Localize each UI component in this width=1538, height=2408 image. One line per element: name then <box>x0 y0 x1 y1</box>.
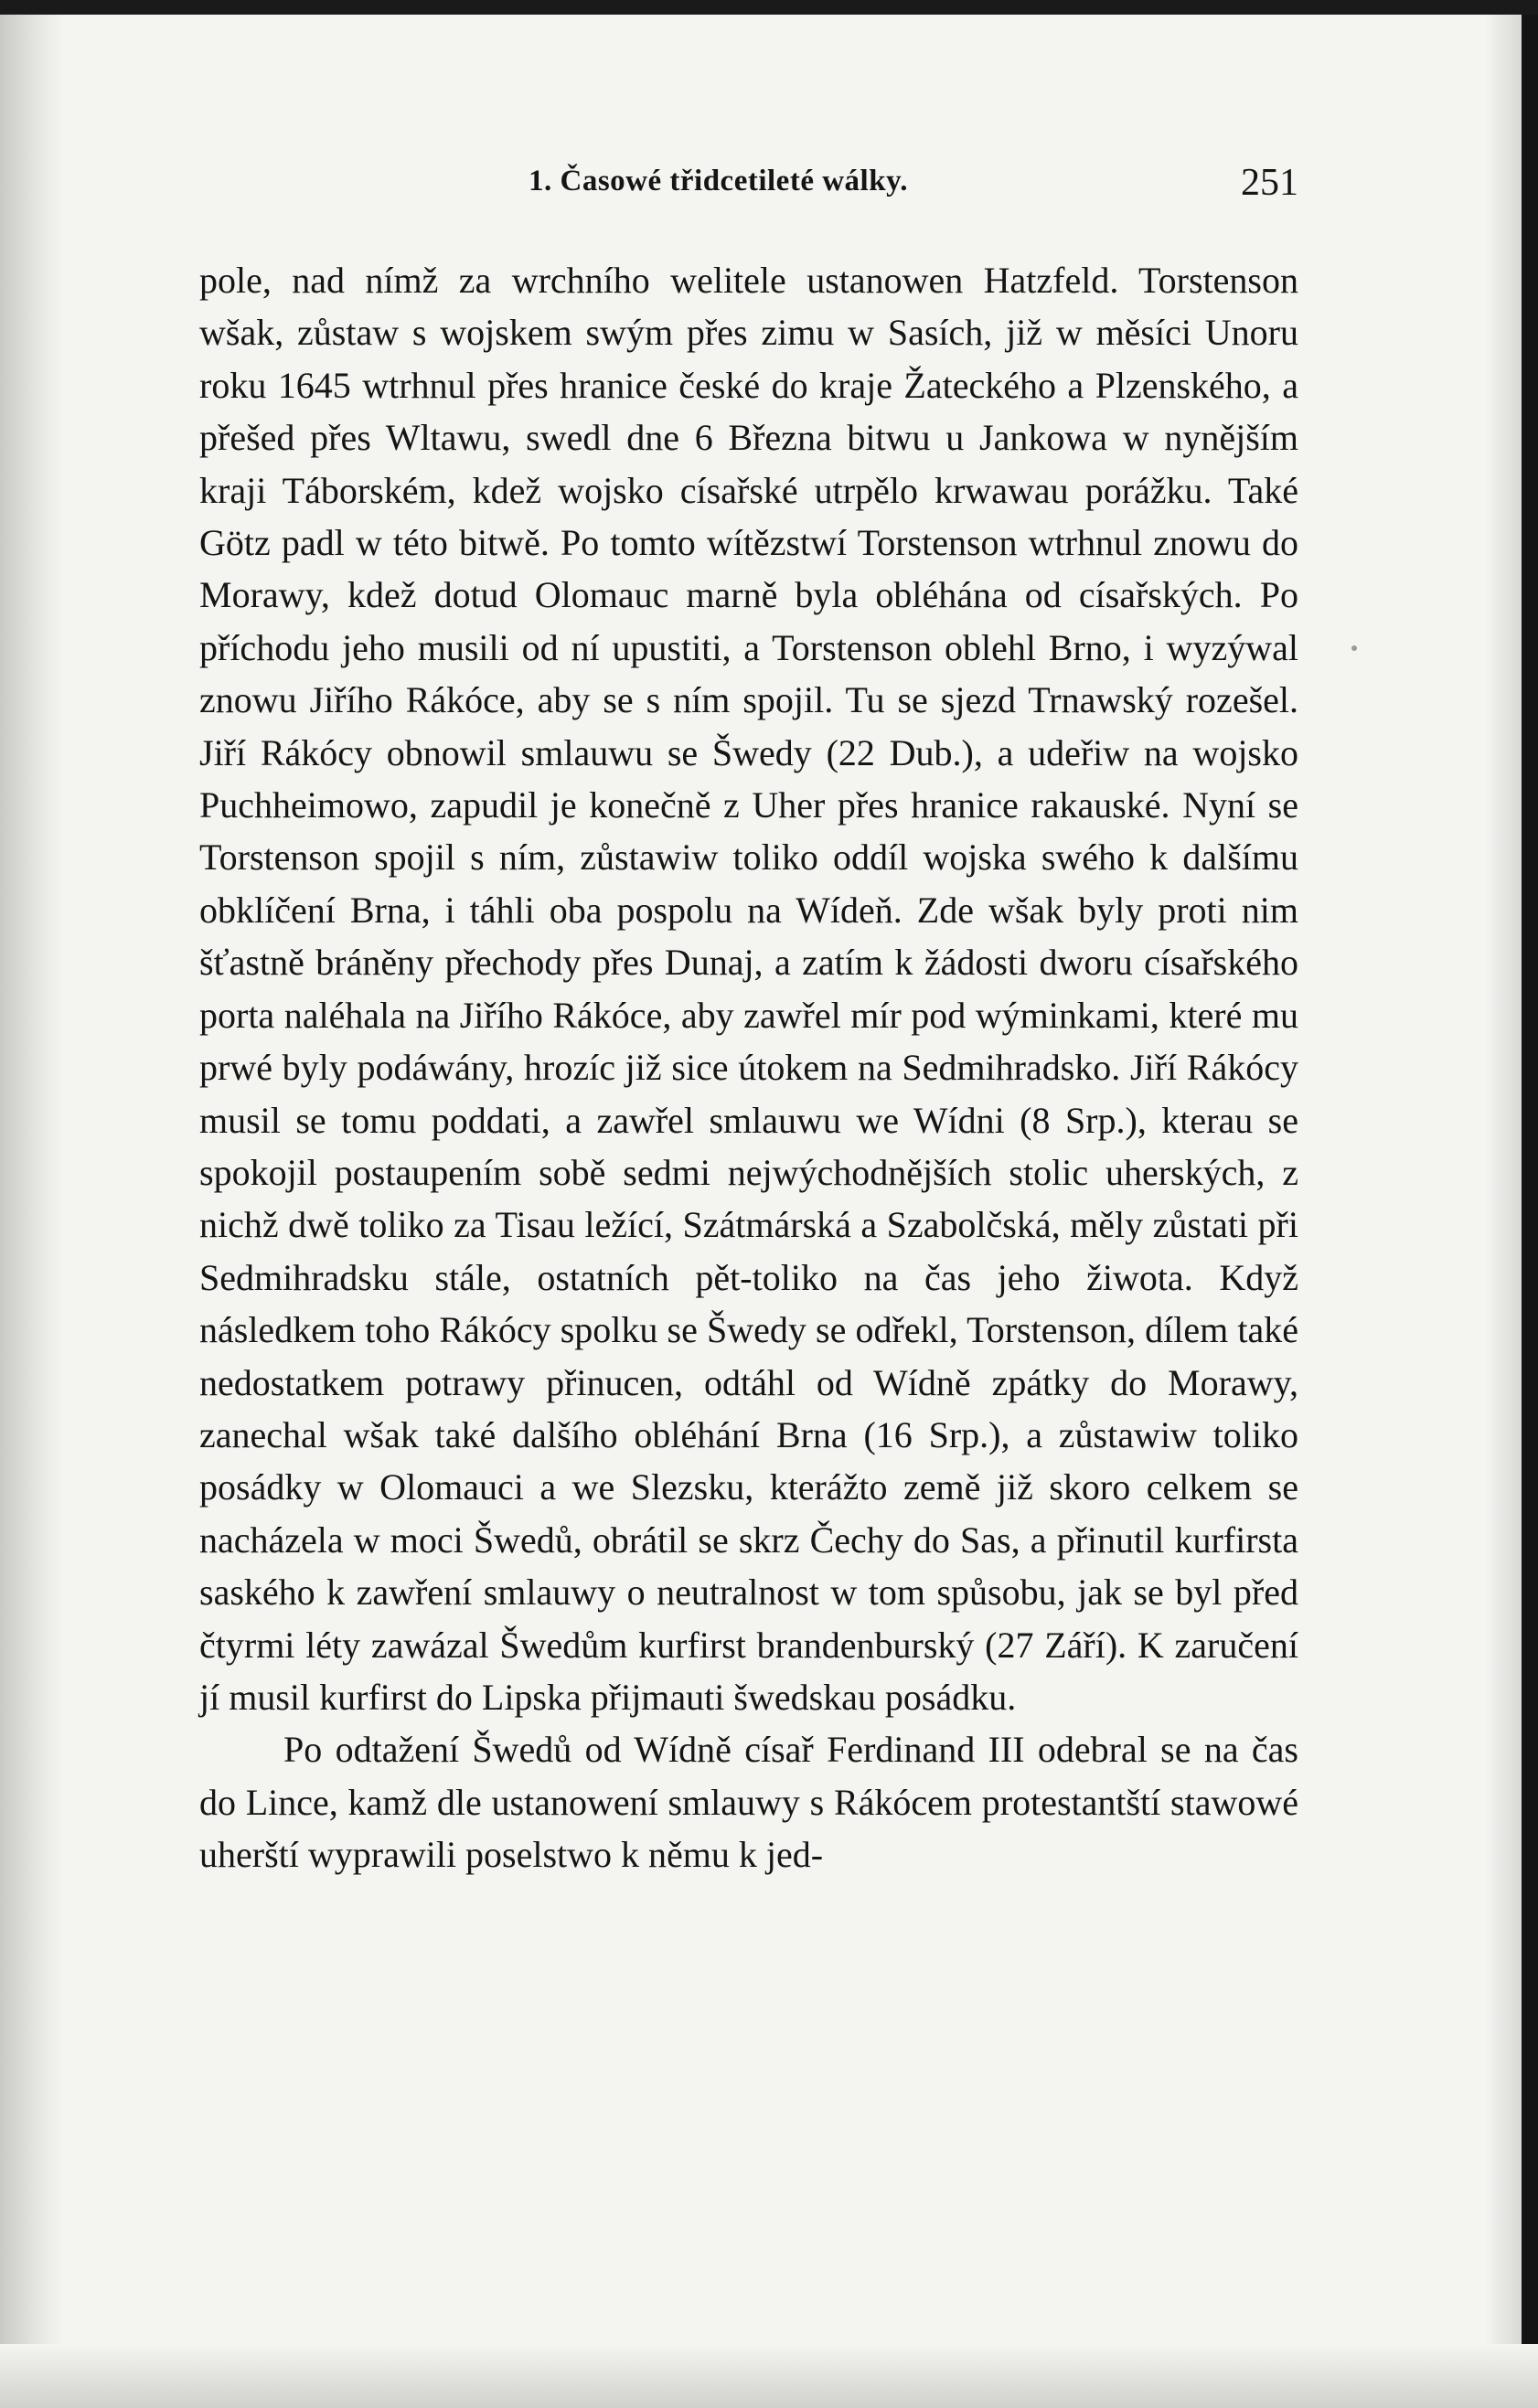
paragraph-2: Po odtažení Šwedů od Wídně císař Ferdinand III odebral se na čas do Lince, kamž dle ustanowení smlauwy s Rákócem protestantští stawowé uherští wyprawili poselstwo k němu k jed- <box>199 1729 1298 1876</box>
page-bottom-shadow <box>0 2344 1538 2408</box>
page-number: 251 <box>1241 162 1298 204</box>
paragraph-1: pole, nad nímž za wrchního welitele ustanowen Hatzfeld. Torstenson wšak, zůstaw s wojskem swým přes zimu w Sasích, již w měsíci Unoru roku 1645 wtrhnul přes hranice české do kraje Žateckého a Plzenského, a přešed přes Wltawu, swedl dne 6 Března bitwu u Jankowa w nynějším kraji Táborském, kdež wojsko císařské utrpělo krwawau porážku. Také Götz padl w této bitwě. Po tomto wítězstwí Torstenson wtrhnul znowu do Morawy, kdež dotud Olomauc marně byla obléhána od císařských. Po příchodu jeho musili od ní upustiti, a Torstenson oblehl Brno, i wyzýwal znowu Jiřího Rákóce, aby se s ním spojil. Tu se sjezd Trnawský rozešel. Jiří Rákócy obnowil smlauwu se Šwedy (22 Dub.), a udeřiw na wojsko Puchheimowo, zapudil je konečně z Uher přes hranice rakauské. Nyní se Torstenson spojil s ním, zůstawiw toliko oddíl wojska swého k dalšímu obklíčení Brna, i táhli oba pospolu na Wídeň. Zde wšak byly proti nim šťastně bráněny přechody přes Dunaj, a zatím k žádosti dworu císařského porta naléhala na Jiřího Rákóce, aby zawřel mír pod wýminkami, které mu prwé byly podáwány, hrozíc již sice útokem na Sedmihradsko. Jiří Rákócy musil se tomu poddati, a zawřel smlauwu we Wídni (8 Srp.), kterau se spokojil postaupením sobě sedmi nejwýchodnějších stolic uherských, z nichž dwě toliko za Tisau ležící, Szátmárská a Szabolčská, měly zůstati při Sedmihradsku stále, ostatních pět-toliko na čas jeho žiwota. Když následkem toho Rákócy spolku se Šwedy se odřekl, Torstenson, dílem také nedostatkem potrawy přinucen, odtáhl od Wídně zpátky do Morawy, zanechal wšak také dalšího obléhání Brna (16 Srp.), a zůstawiw toliko posádky w Olomauci a we Slezsku, kterážto země již skoro celkem se nacházela w moci Šwedů, obrátil se skrz Čechy do Sas, a přinutil kurfirsta saského k zawření smlauwy o neutralnost w tom spůsobu, jak se byl před čtyrmi léty zawázal Šwedům kurfirst brandenburský (27 Září). K zaručení jí musil kurfirst do Lipska přijmauti šwedskau posádku. <box>199 260 1298 1718</box>
running-title: 1. Časowé třidcetileté wálky. <box>529 165 908 197</box>
scan-right-border <box>1522 0 1538 2408</box>
page-right-shadow <box>1485 0 1522 2408</box>
running-head <box>199 157 1298 212</box>
body-text <box>199 254 1298 1881</box>
page-left-shadow <box>0 0 64 2408</box>
scan-top-border <box>0 0 1538 15</box>
scan-speck <box>1351 645 1357 651</box>
